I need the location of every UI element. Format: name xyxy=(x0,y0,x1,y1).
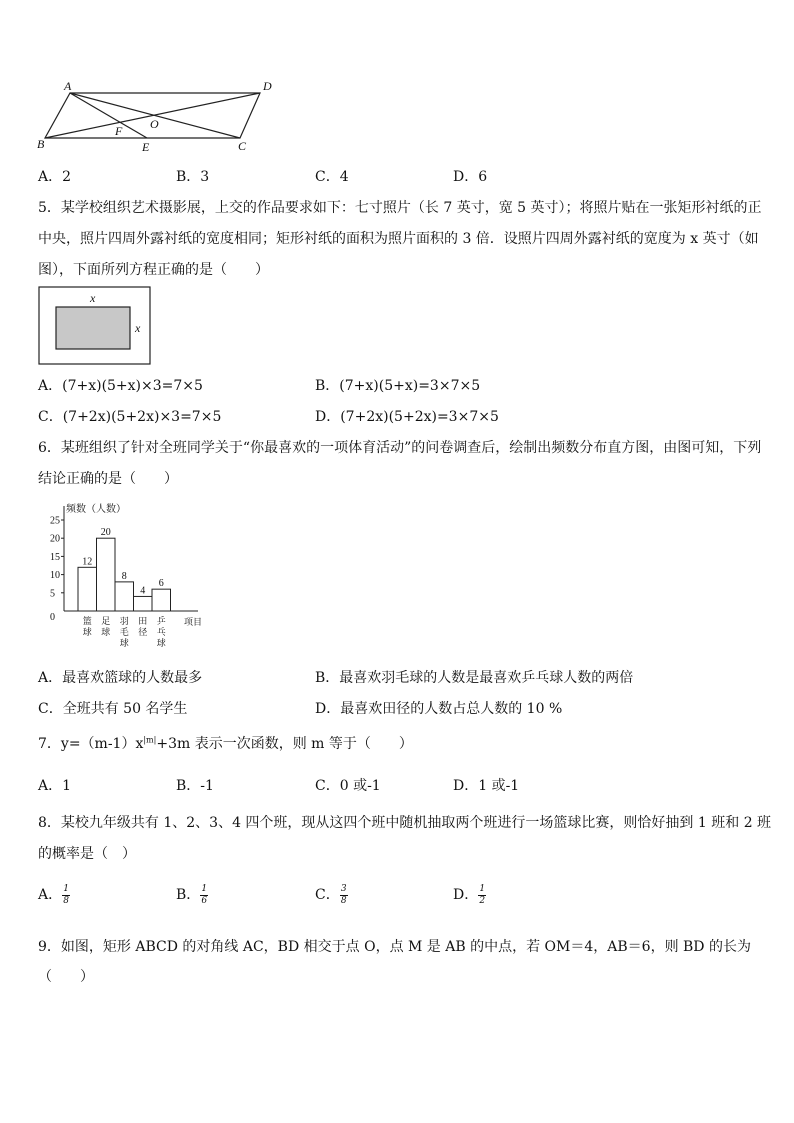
x-axis-label: 项目 xyxy=(184,617,203,627)
q4-option-c[interactable]: C．4 xyxy=(315,169,349,185)
label-c: C xyxy=(238,139,247,153)
label-a: A xyxy=(64,79,72,93)
category-label-char: 球 xyxy=(82,627,92,637)
q5-option-d[interactable]: D．(7+2x)(5+2x)=3×7×5 xyxy=(315,409,499,425)
y-tick-label: 25 xyxy=(50,515,60,527)
category-label-char: 球 xyxy=(156,638,166,648)
category-label-char: 径 xyxy=(138,627,148,637)
q8-option-b-fraction xyxy=(200,885,208,906)
denominator: 2 xyxy=(479,895,486,906)
q5-stem-line3: 图），下面所列方程正确的是（ ） xyxy=(38,262,269,278)
label-b: B xyxy=(37,137,45,151)
label-d: D xyxy=(263,79,272,93)
y-tick-label: 20 xyxy=(50,533,60,545)
q4-option-a[interactable]: A．2 xyxy=(38,169,72,185)
q8-option-a[interactable] xyxy=(38,884,70,906)
q5-stem-line1: 5．某学校组织艺术摄影展，上交的作品要求如下：七寸照片（长 7 英寸，宽 5 英寸）；将照片贴在一张矩形衬纸的正 xyxy=(38,200,762,216)
histogram-bar xyxy=(78,567,97,611)
q7-option-c[interactable]: C．0 或-1 xyxy=(315,778,381,794)
frequency-histogram xyxy=(38,498,218,658)
denominator: 6 xyxy=(201,895,208,906)
numerator: 1 xyxy=(201,883,208,894)
q7-stem-suffix: +3m 表示一次函数，则 m 等于（ ） xyxy=(156,736,413,752)
bar-value-label: 20 xyxy=(100,527,111,539)
q4-option-d[interactable]: D．6 xyxy=(453,169,488,185)
histogram-bar xyxy=(134,596,153,611)
bar-value-label: 6 xyxy=(158,578,164,590)
bar-value-label: 8 xyxy=(121,570,127,582)
q6-option-b[interactable]: B．最喜欢羽毛球的人数是最喜欢乒乓球人数的两倍 xyxy=(315,670,634,686)
y-tick-label: 15 xyxy=(50,551,60,563)
q7-option-a[interactable]: A．1 xyxy=(38,778,72,794)
q8-option-a-fraction xyxy=(62,885,70,906)
category-label-char: 球 xyxy=(101,627,111,637)
denominator: 8 xyxy=(340,895,347,906)
q9-stem-line1: 9．如图，矩形 ABCD 的对角线 AC，BD 相交于点 O，点 M 是 AB 的中点，若 OM＝4，AB＝6，则 BD 的长为 xyxy=(38,939,751,955)
numerator: 1 xyxy=(479,883,486,894)
y-tick-label: 0 xyxy=(50,612,55,623)
numerator: 1 xyxy=(63,883,69,894)
q5-option-c[interactable]: C．(7+2x)(5+2x)×3=7×5 xyxy=(38,409,222,425)
width-label-top: x xyxy=(90,291,96,305)
q7-option-b[interactable]: B．-1 xyxy=(176,778,214,794)
category-label-char: 篮 xyxy=(82,616,92,626)
histogram-bar xyxy=(152,589,171,611)
y-axis-label: 频数（人数） xyxy=(66,504,126,515)
label-o: O xyxy=(150,117,159,131)
category-label-char: 田 xyxy=(138,616,148,626)
photo-frame-figure xyxy=(38,286,152,366)
q5-option-b[interactable]: B．(7+x)(5+x)=3×7×5 xyxy=(315,378,481,394)
q8-option-b-letter: B． xyxy=(176,887,201,903)
category-label-char: 羽 xyxy=(119,616,129,626)
q8-option-d-letter: D． xyxy=(453,887,479,903)
q5-stem-line2: 中央，照片四周外露衬纸的宽度相同；矩形衬纸的面积为照片面积的 3 倍．设照片四周外露衬纸的宽度为 x 英寸（如 xyxy=(38,231,759,247)
q6-option-c[interactable]: C．全班共有 50 名学生 xyxy=(38,701,188,717)
width-label-right: x xyxy=(135,321,141,335)
histogram-bar xyxy=(97,538,116,611)
histogram-bar xyxy=(115,582,134,611)
q6-stem-line1: 6．某班组织了针对全班同学关于“你最喜欢的一项体育活动”的问卷调查后，绘制出频数分布直方图，由图可知，下列 xyxy=(38,440,762,456)
q8-option-b[interactable] xyxy=(176,884,208,906)
parallelogram-figure xyxy=(30,78,290,156)
q8-stem-line1: 8．某校九年级共有 1、2、3、4 四个班，现从这四个班中随机抽取两个班进行一场篮球比赛，则恰好抽到 1 班和 2 班 xyxy=(38,815,772,831)
y-tick-label: 5 xyxy=(50,588,55,600)
q5-option-a[interactable]: A．(7+x)(5+x)×3=7×5 xyxy=(38,378,203,394)
q7-option-d[interactable]: D．1 或-1 xyxy=(453,778,520,794)
q7-stem-prefix: 7．y=（m-1）x xyxy=(38,736,144,752)
q8-option-d-fraction xyxy=(478,885,486,906)
category-label-char: 乒 xyxy=(156,616,166,626)
q6-stem-line2: 结论正确的是（ ） xyxy=(38,471,178,487)
q8-option-a-letter: A． xyxy=(38,887,63,903)
q8-option-c-fraction xyxy=(340,885,348,906)
segment-ae xyxy=(70,93,147,138)
category-label-char: 足 xyxy=(101,616,111,626)
q9-stem-line2: （ ） xyxy=(38,969,94,985)
category-label-char: 球 xyxy=(119,638,129,648)
bar-value-label: 4 xyxy=(140,585,146,597)
category-label-char: 乓 xyxy=(156,627,166,637)
diagonal-bd xyxy=(45,93,260,138)
q7-stem xyxy=(38,733,413,753)
q4-option-b[interactable]: B．3 xyxy=(176,169,210,185)
q6-option-d[interactable]: D．最喜欢田径的人数占总人数的 10 % xyxy=(315,701,563,717)
denominator: 8 xyxy=(63,895,69,906)
q8-option-d[interactable] xyxy=(453,884,486,906)
label-f: F xyxy=(115,124,123,138)
q6-option-a[interactable]: A．最喜欢篮球的人数最多 xyxy=(38,670,203,686)
bar-value-label: 12 xyxy=(82,556,93,568)
q7-exponent: |m| xyxy=(143,735,157,745)
q8-option-c-letter: C． xyxy=(315,887,340,903)
q8-option-c[interactable] xyxy=(315,884,348,906)
label-e: E xyxy=(142,140,150,154)
y-tick-label: 10 xyxy=(50,570,60,582)
numerator: 3 xyxy=(340,883,347,894)
category-label-char: 毛 xyxy=(119,627,129,637)
q8-stem-line2: 的概率是（ ） xyxy=(38,846,136,862)
photo-rect xyxy=(56,307,130,349)
